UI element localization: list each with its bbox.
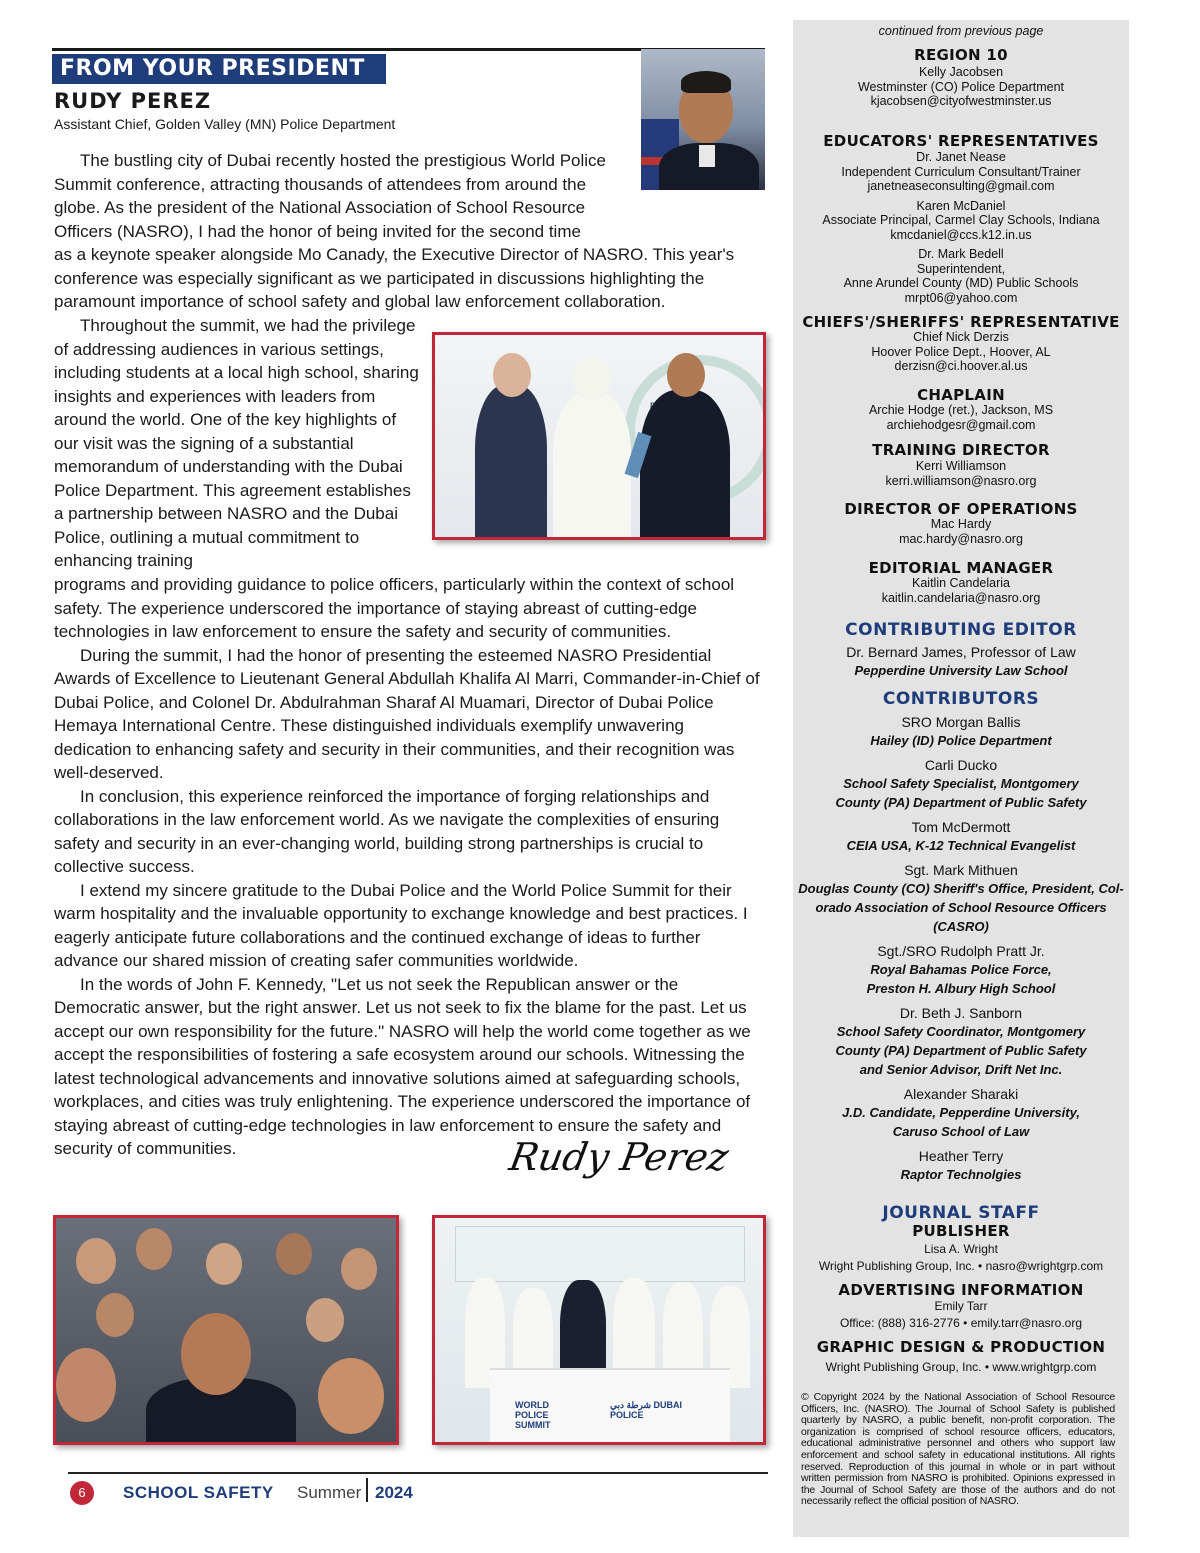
- summit-photo: [432, 1215, 766, 1445]
- journal-staff-heading: JOURNAL STAFF: [882, 1203, 1040, 1223]
- chaplain-block: Archie Hodge (ret.), Jackson, MS archiehodgesr@gmail.com: [868, 403, 1054, 432]
- chiefs-heading: CHIEFS'/SHERIFFS' REPRESENTATIVE: [802, 313, 1120, 331]
- contributors-list: [793, 713, 1129, 1184]
- article-paragraph: During the summit, I had the honor of presenting the esteemed NASRO Presidential Awards of Excellence to Lieutenant General Abdullah Khalifa Al Marri, Commander-in-Chief of Dubai Police, and Colonel Dr. Abdulrahman Sharaf Al Muamari, Director of Dubai Police Hemaya International Centre. These distinguished individuals exemplify unwavering dedication to enhancing safety and security in their communities, and their recognition was well-deserved.: [54, 645, 760, 782]
- article-paragraph: The bustling city of Dubai recently hosted the prestigious World Police Summit conference, attracting thousands of attendees from around the globe. As the president of the National Association of School Resource Officers (NASRO), I had the honor of being invited for the second time: [54, 151, 607, 241]
- contributing-editor-block: Dr. Bernard James, Professor of Law Pepperdine University Law School: [846, 644, 1076, 678]
- contributor: Carli Ducko School Safety Specialist, Montgomery County (PA) Department of Public Safety: [835, 757, 1087, 810]
- author-name: RUDY PEREZ: [54, 89, 212, 113]
- training-block: Kerri Williamson kerri.williamson@nasro.org: [885, 459, 1037, 488]
- contributor: Heather Terry Raptor Technolgies: [900, 1148, 1022, 1182]
- dubai-police-logo-text: شرطة دبي DUBAI POLICE: [610, 1400, 683, 1420]
- section-title: FROM YOUR PRESIDENT: [52, 54, 386, 84]
- publisher-block: Lisa A. Wright Wright Publishing Group, Inc. • nasro@wrightgrp.com: [818, 1242, 1104, 1273]
- article-body: [54, 573, 766, 1161]
- author-title: Assistant Chief, Golden Valley (MN) Police Department: [54, 116, 396, 132]
- contributor: Alexander Sharaki J.D. Candidate, Pepperdine University, Caruso School of Law: [842, 1086, 1080, 1139]
- footer-publication: SCHOOL SAFETY: [123, 1483, 274, 1502]
- article-paragraph: I extend my sincere gratitude to the Dubai Police and the World Police Summit for their warm hospitality and the invaluable opportunity to exchange knowledge and best practices. I eagerly anticipate future collaborations and the continued exchange of ideas to further advance our shared mission of creating safer communities worldwide.: [54, 880, 748, 970]
- article-paragraph: Throughout the summit, we had the privilege of addressing audiences in various settings, including students at a local high school, sharing insights and experiences with leaders from around the world. One of the key highlights of our visit was the signing of a substantial memorandum of understanding with the Dubai Police Department. This agreement establishes a partnership between NASRO and the Dubai Police, outlining a mutual commitment to enhancing training: [54, 316, 419, 570]
- educators-heading: EDUCATORS' REPRESENTATIVES: [823, 132, 1099, 150]
- students-photo: [53, 1215, 399, 1445]
- footer-year: 2024: [375, 1483, 413, 1502]
- masthead-sidebar: [793, 20, 1129, 1537]
- editorial-heading: EDITORIAL MANAGER: [868, 559, 1054, 577]
- footer-rule: [68, 1472, 768, 1474]
- article-paragraph: In the words of John F. Kennedy, "Let us not seek the Republican answer or the Democratic answer, but the right answer. Let us not seek to fix the blame for the past. Let us accept our own responsibility for the future." NASRO will help the world come together as we accept the responsibilities of fostering a safe ecosystem around our schools. Witnessing the latest technological advancements and innovative solutions aimed at safeguarding schools, workplaces, and cities was truly enlightening. The experience underscored the importance of staying abreast of cutting-edge technologies in law enforcement to ensure the safety and security of communities.: [54, 974, 751, 1158]
- chaplain-heading: CHAPLAIN: [917, 386, 1005, 404]
- design-heading: GRAPHIC DESIGN & PRODUCTION: [816, 1338, 1106, 1356]
- author-signature: Rudy Perez: [506, 1135, 732, 1179]
- article-paragraph: In conclusion, this experience reinforced the importance of forging relationships and collaborations in the law enforcement world. As we navigate the complexities of ensuring safety and security in an ever-changing world, building strong partnerships is crucial to collective success.: [54, 786, 720, 876]
- editorial-block: Kaitlin Candelaria kaitlin.candelaria@nasro.org: [881, 576, 1041, 605]
- chiefs-block: Chief Nick Derzis Hoover Police Dept., Hoover, AL derzisn@ci.hoover.al.us: [871, 330, 1051, 373]
- contributor: Tom McDermott CEIA USA, K-12 Technical Evangelist: [846, 819, 1076, 853]
- summit-logo-text: WORLD POLICE SUMMIT: [515, 1400, 551, 1430]
- publisher-heading: PUBLISHER: [912, 1222, 1010, 1240]
- article-paragraph-continued: programs and providing guidance to police officers, particularly within the context of school safety. The experience underscored the importance of staying abreast of cutting-edge technologies in law enforcement to ensure the safety and security of communities.: [54, 575, 735, 641]
- advertising-block: Emily Tarr Office: (888) 316-2776 • emily.tarr@nasro.org: [839, 1299, 1083, 1330]
- contributors-heading: CONTRIBUTORS: [882, 689, 1040, 709]
- author-headshot: [641, 49, 765, 190]
- region10-block: Kelly Jacobsen Westminster (CO) Police Department kjacobsen@cityofwestminster.us: [857, 65, 1065, 108]
- contributor: SRO Morgan Ballis Hailey (ID) Police Department: [870, 714, 1052, 748]
- educators-block: Dr. Janet Nease Independent Curriculum Consultant/Trainer janetneaseconsulting@gmail.com Karen McDaniel Associate Principal, Carmel Clay Schools, Indiana kmcdaniel@ccs.k12.in.us Dr. Mark Bedell Superintendent, Anne Arundel County (MD) Public Schools mrpt06@yahoo.com: [822, 150, 1100, 305]
- footer-divider: [366, 1478, 368, 1502]
- page-number: 6: [70, 1481, 94, 1505]
- operations-heading: DIRECTOR OF OPERATIONS: [844, 500, 1078, 518]
- award-photo: [432, 332, 766, 540]
- operations-block: Mac Hardy mac.hardy@nasro.org: [899, 517, 1023, 546]
- design-block: Wright Publishing Group, Inc. • www.wrightgrp.com: [825, 1360, 1097, 1374]
- footer-season: Summer: [297, 1483, 362, 1502]
- training-heading: TRAINING DIRECTOR: [872, 441, 1050, 459]
- continued-note: continued from previous page: [878, 24, 1044, 38]
- region10-heading: REGION 10: [914, 46, 1008, 64]
- contributing-editor-heading: CONTRIBUTING EDITOR: [845, 620, 1077, 640]
- contributor: Sgt. Mark Mithuen Douglas County (CO) Sheriff's Office, President, Col- orado Association of School Resource Officers (CASRO): [798, 862, 1124, 934]
- article-paragraph: as a keynote speaker alongside Mo Canady, the Executive Director of NASRO. This year's conference was especially significant as we participated in discussions highlighting the paramount importance of school safety and global law enforcement collaboration.: [54, 245, 735, 311]
- advertising-heading: ADVERTISING INFORMATION: [838, 1281, 1084, 1299]
- copyright-notice: © Copyright 2024 by the National Association of School Resource Officers, Inc. (NASRO). The Journal of School Safety is published quarterly by NASRO, a public benefit, non-profit corporation. The organization is comprised of school resource officers, educators, educational administrative personnel and others who support law enforcement and school safety in educational institutions. All rights reserved. Reproduction of this journal in whole or in part without written permission from NASRO is prohibited. Opinions expressed in the Journal of School Safety are those of the authors and do not necessarily reflect the official position of NASRO.: [801, 1391, 1115, 1508]
- contributor: Sgt./SRO Rudolph Pratt Jr. Royal Bahamas Police Force, Preston H. Albury High School: [866, 943, 1056, 996]
- contributor: Dr. Beth J. Sanborn School Safety Coordinator, Montgomery County (PA) Department of Public Safety and Senior Advisor, Drift Net Inc.: [835, 1005, 1087, 1077]
